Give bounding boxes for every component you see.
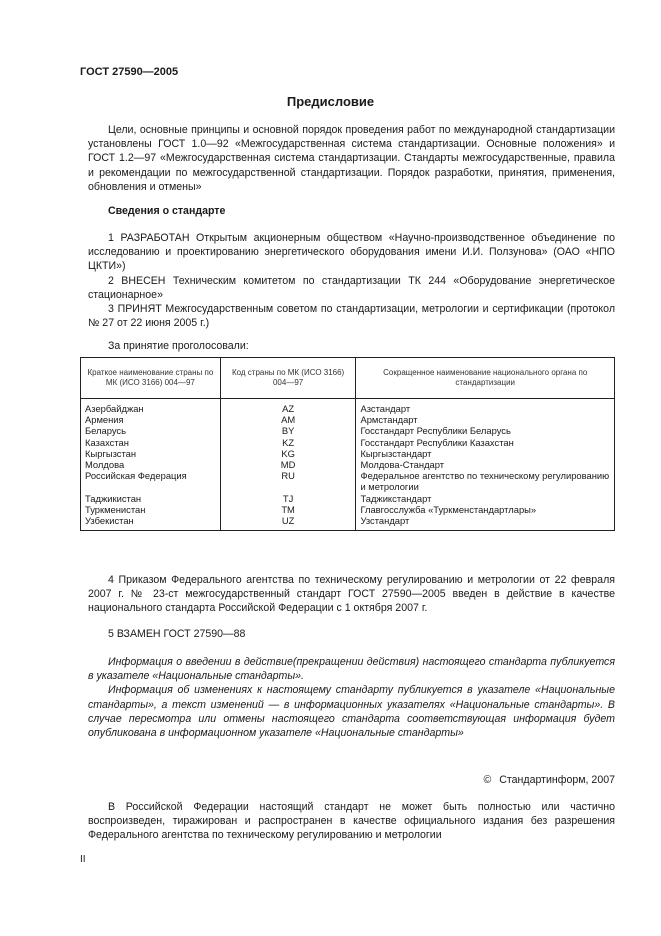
country-code: TM [220, 504, 356, 515]
copyright-text: Стандартинформ, 2007 [499, 774, 615, 786]
country-code: BY [220, 425, 356, 436]
table-header-row [81, 358, 615, 399]
table-row [81, 470, 615, 492]
country-name: Армения [81, 414, 221, 425]
info-item-5: 5 ВЗАМЕН ГОСТ 27590—88 [108, 628, 246, 640]
table-row [81, 425, 615, 436]
vote-label: За принятие проголосовали: [108, 340, 249, 352]
country-name: Таджикистан [81, 493, 221, 504]
country-name: Российская Федерация [81, 470, 221, 492]
standards-body: Армстандарт [356, 414, 615, 425]
publication-info [88, 655, 615, 740]
standards-body: Азстандарт [356, 399, 615, 415]
standards-body: Молдова-Стандарт [356, 459, 615, 470]
standards-body: Федеральное агентство по техническому регулированию и метрологии [356, 470, 615, 492]
intro-section [88, 123, 615, 194]
standards-body: Главгосслужба «Туркменстандартлары» [356, 504, 615, 515]
table-row [81, 459, 615, 470]
country-name: Беларусь [81, 425, 221, 436]
info-item-3: 3 ПРИНЯТ Межгосударственным советом по стандартизации, метрологии и сертификации (протокол № 27 от 22 июня 2005 г.) [88, 303, 615, 330]
table-row [81, 504, 615, 515]
info-items [88, 231, 615, 330]
info-italic-1: Информация о введении в действие(прекращении действия) настоящего стандарта публикуется в указателе «Национальные стандарты». [88, 656, 615, 683]
standards-body: Госстандарт Республики Беларусь [356, 425, 615, 436]
country-code: RU [220, 470, 356, 492]
page-number: II [80, 854, 86, 865]
copyright-symbol: © [483, 774, 492, 786]
country-name: Кыргызстан [81, 448, 221, 459]
page-title: Предисловие [286, 94, 375, 109]
country-name: Молдова [81, 459, 221, 470]
table-row [81, 437, 615, 448]
info-heading: Сведения о стандарте [108, 205, 226, 217]
intro-paragraph: Цели, основные принципы и основной порядок проведения работ по международной стандартизации установлены ГОСТ 1.0—92 «Межгосударственная система стандартизации. Основные положения» и ГОСТ 1.2—97 «Межгосударственная система стандартизации. Стандарты межгосударственные, правила и рекомендации по межгосударственной стандартизации. Порядок разработки, принятия, применения, обновления и отмены» [88, 124, 615, 193]
country-name: Узбекистан [81, 515, 221, 531]
country-name: Туркменистан [81, 504, 221, 515]
table-row [81, 515, 615, 531]
item-4-section [88, 573, 615, 616]
country-code: UZ [220, 515, 356, 531]
country-code: MD [220, 459, 356, 470]
country-code: KZ [220, 437, 356, 448]
info-item-2: 2 ВНЕСЕН Техническим комитетом по стандартизации ТК 244 «Оборудование энергетическое стационарное» [88, 274, 615, 301]
countries-table [80, 357, 615, 531]
header-standards-body: Сокращенное наименование национального органа по стандартизации [356, 358, 615, 399]
info-item-4: 4 Приказом Федерального агентства по техническому регулированию и метрологии от 22 февраля 2007 г. № 23-ст межгосударственный стандарт ГОСТ 27590—2005 введен в действие в качестве национального стандарта Российской Федерации с 1 октября 2007 г. [88, 574, 615, 615]
table-row [81, 414, 615, 425]
info-italic-2: Информация об изменениях к настоящему стандарту публикуется в указателе «Национальные стандарты», а текст изменений — в информационных указателях «Национальные стандарты». В случае пересмотра или отмены настоящего стандарта соответствующая информация будет опубликована в информационном указателе «Национальные стандарты» [88, 684, 615, 740]
table-row [81, 493, 615, 504]
country-code: AM [220, 414, 356, 425]
country-code: AZ [220, 399, 356, 415]
info-item-1: 1 РАЗРАБОТАН Открытым акционерным обществом «Научно-производственное объединение по исследованию и проектированию энергетического оборудования имени И.И. Ползунова» (ОАО «НПО ЦКТИ») [88, 232, 615, 273]
header-country-name: Краткое наименование страны по МК (ИСО 3166) 004—97 [81, 358, 221, 399]
document-id: ГОСТ 27590—2005 [80, 66, 179, 78]
item-5-section [88, 627, 615, 641]
country-code: TJ [220, 493, 356, 504]
standards-body: Узстандарт [356, 515, 615, 531]
country-code: KG [220, 448, 356, 459]
standards-body: Таджикстандарт [356, 493, 615, 504]
header-country-code: Код страны по МК (ИСО 3166) 004—97 [220, 358, 356, 399]
country-name: Казахстан [81, 437, 221, 448]
standards-body: Кыргызстандарт [356, 448, 615, 459]
standards-body: Госстандарт Республики Казахстан [356, 437, 615, 448]
copyright-line [483, 774, 615, 786]
table-row [81, 399, 615, 415]
notice-paragraph: В Российской Федерации настоящий стандарт не может быть полностью или частично воспроизведен, тиражирован и распространен в качестве официального издания без разрешения Федерального агентства по техническому регулированию и метрологии [88, 801, 615, 842]
country-name: Азербайджан [81, 399, 221, 415]
reproduction-notice [88, 800, 615, 843]
table-row [81, 448, 615, 459]
